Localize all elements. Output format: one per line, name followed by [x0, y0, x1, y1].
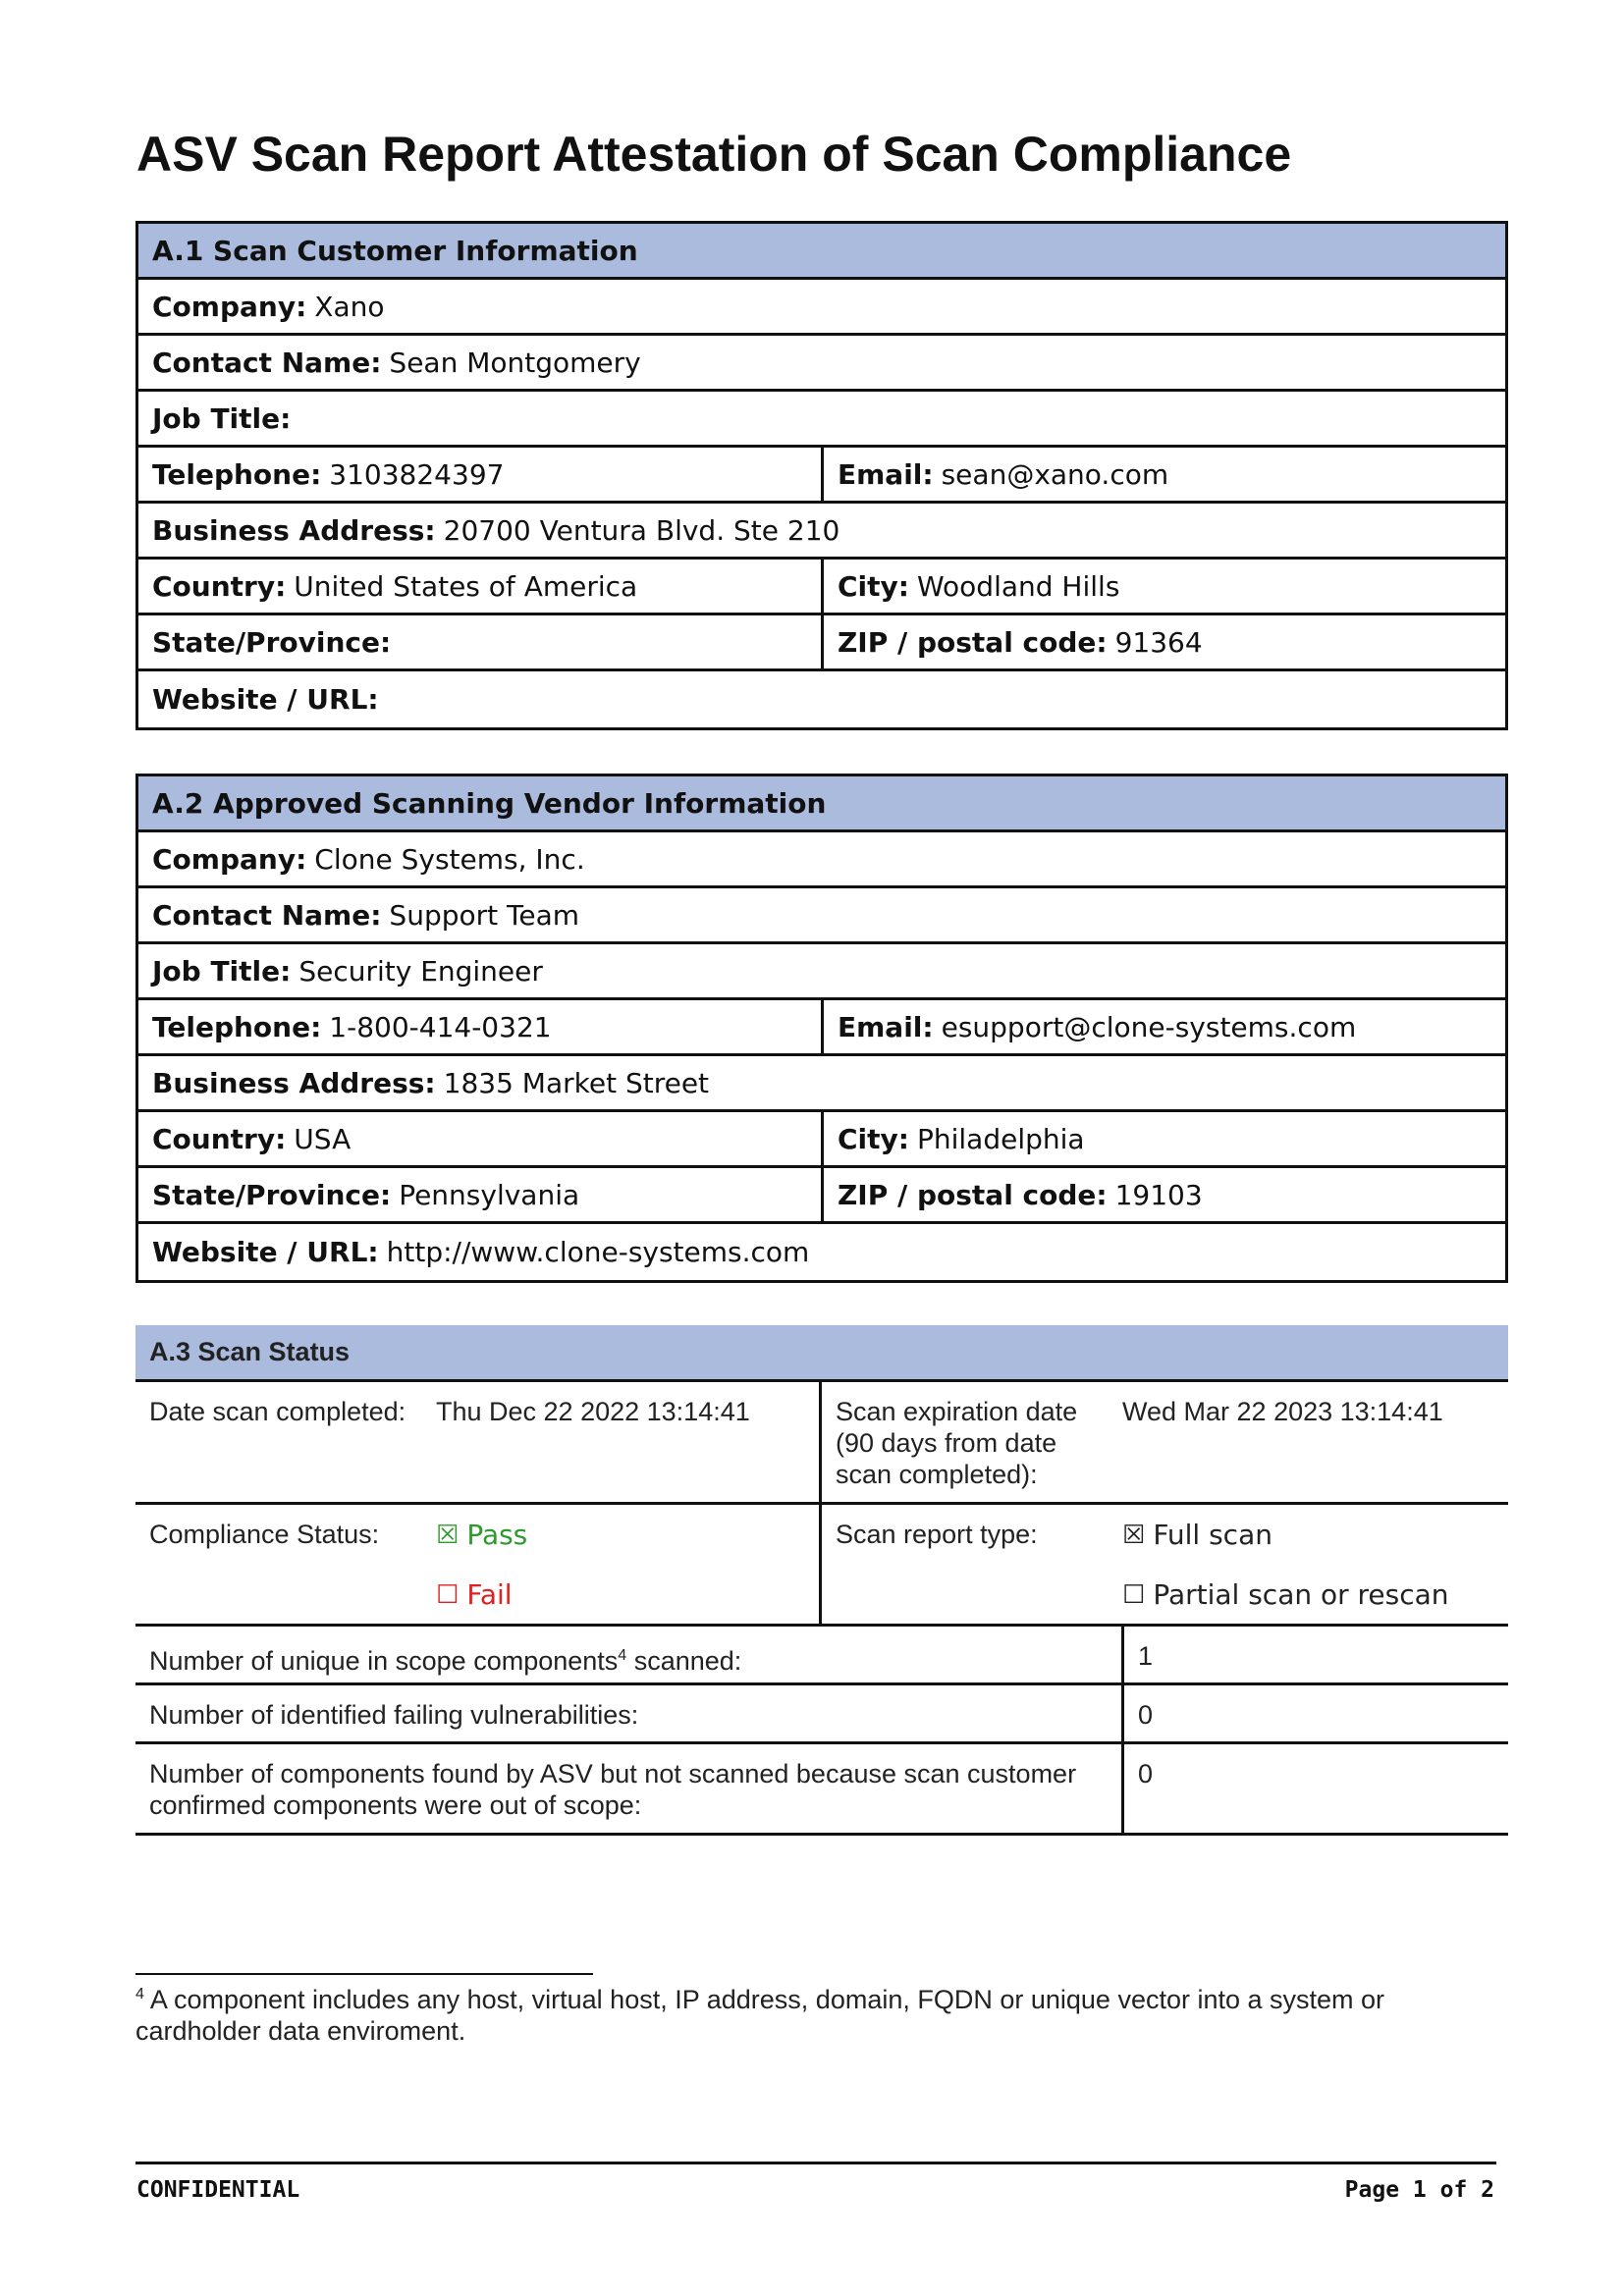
customer-address-row [138, 504, 1505, 560]
customer-zip-value: 91364 [1114, 625, 1203, 659]
footnote-ref: 4 [618, 1647, 627, 1664]
unchecked-box-icon: ☐ [1122, 1579, 1146, 1610]
fail-label: Fail [466, 1577, 513, 1611]
customer-website-row [138, 671, 1505, 727]
field-label: Job Title: [152, 401, 292, 435]
vendor-state-value: Pennsylvania [399, 1178, 580, 1211]
footnote [135, 1979, 1490, 2047]
footnote-marker: 4 [135, 1986, 144, 2002]
customer-address-value: 20700 Ventura Blvd. Ste 210 [443, 513, 840, 547]
vendor-company-value: Clone Systems, Inc. [314, 842, 585, 876]
out-of-scope-components-row [135, 1744, 1508, 1836]
field-label: Website / URL: [152, 683, 379, 716]
checked-box-icon: ☒ [436, 1520, 460, 1550]
out-of-scope-components-label: Number of components found by ASV but not scanned because scan customer confirmed components were out of scope: [135, 1744, 1124, 1833]
compliance-report-type-row [135, 1505, 1508, 1627]
vendor-job-title-row [138, 944, 1505, 1000]
customer-job-title-row [138, 392, 1505, 448]
section-title: A.2 Approved Scanning Vendor Information [152, 786, 827, 820]
field-label: Website / URL: [152, 1236, 379, 1268]
vendor-address-row [138, 1056, 1505, 1112]
field-label: Company: [152, 842, 307, 876]
report-type-label: Scan report type: [836, 1520, 1038, 1549]
vendor-city-value: Philadelphia [916, 1122, 1085, 1155]
section-header-a2 [138, 776, 1505, 832]
field-label: Country: [152, 569, 287, 603]
field-label: Contact Name: [152, 346, 382, 379]
field-label: State/Province: [152, 625, 392, 659]
customer-contact-value: Sean Montgomery [389, 346, 641, 379]
field-label: Email: [838, 1010, 934, 1043]
field-label: City: [838, 1122, 909, 1155]
field-label: Email: [838, 457, 934, 491]
unique-components-value: 1 [1138, 1641, 1154, 1671]
vendor-telephone-value: 1-800-414-0321 [329, 1010, 552, 1043]
vendor-job-title-value: Security Engineer [298, 954, 543, 988]
expiration-date-value: Wed Mar 22 2023 13:14:41 [1122, 1397, 1443, 1426]
customer-telephone-value: 3103824397 [329, 457, 505, 491]
vendor-company-row [138, 832, 1505, 888]
footnote-text: A component includes any host, virtual host, IP address, domain, FQDN or unique vector into a system or cardholder data enviroment. [135, 1985, 1385, 2046]
vendor-state-zip-row [138, 1168, 1505, 1224]
pass-label: Pass [466, 1518, 528, 1551]
vendor-zip-value: 19103 [1114, 1178, 1203, 1211]
scan-status-table [135, 1325, 1508, 1836]
scan-customer-information-table [135, 221, 1508, 730]
section-title: A.1 Scan Customer Information [152, 234, 638, 267]
vendor-email-value: esupport@clone-systems.com [941, 1010, 1357, 1043]
vendor-website-row [138, 1224, 1505, 1280]
vendor-contact-value: Support Team [389, 898, 580, 932]
section-header-a3: A.3 Scan Status [135, 1325, 1508, 1382]
footnote-divider [135, 1973, 593, 1975]
customer-country-value: United States of America [294, 569, 638, 603]
partial-scan-label: Partial scan or rescan [1153, 1577, 1449, 1611]
field-label: Contact Name: [152, 898, 382, 932]
page-title: ASV Scan Report Attestation of Scan Compliance [136, 127, 1292, 182]
date-completed-label: Date scan completed: [149, 1397, 406, 1426]
customer-country-city-row [138, 560, 1505, 615]
field-label: Country: [152, 1122, 287, 1155]
customer-company-row [138, 280, 1505, 336]
customer-company-value: Xano [314, 290, 385, 323]
date-completed-value: Thu Dec 22 2022 13:14:41 [436, 1397, 750, 1426]
failing-vulnerabilities-row [135, 1685, 1508, 1744]
field-label: ZIP / postal code: [838, 625, 1108, 659]
vendor-address-value: 1835 Market Street [443, 1066, 710, 1099]
full-scan-label: Full scan [1153, 1518, 1272, 1551]
vendor-country-value: USA [294, 1122, 352, 1155]
partial-scan-option [1122, 1565, 1508, 1625]
failing-vulnerabilities-label: Number of identified failing vulnerabilities: [135, 1685, 1124, 1741]
field-label: Telephone: [152, 457, 322, 491]
compliance-fail-option [436, 1565, 819, 1625]
vendor-country-city-row [138, 1112, 1505, 1168]
vendor-website-value[interactable]: http://www.clone-systems.com [386, 1236, 810, 1268]
customer-contact-row [138, 336, 1505, 392]
field-label: Business Address: [152, 513, 436, 547]
customer-city-value: Woodland Hills [916, 569, 1120, 603]
field-label: ZIP / postal code: [838, 1178, 1108, 1211]
failing-vulnerabilities-value: 0 [1138, 1700, 1154, 1730]
field-label: State/Province: [152, 1178, 392, 1211]
approved-scanning-vendor-table [135, 774, 1508, 1283]
expiration-date-label: Scan expiration date (90 days from date scan completed): [836, 1397, 1078, 1489]
scan-dates-row [135, 1382, 1508, 1505]
compliance-pass-option [436, 1505, 819, 1565]
vendor-phone-email-row [138, 1000, 1505, 1056]
vendor-contact-row [138, 888, 1505, 944]
field-label: City: [838, 569, 909, 603]
unchecked-box-icon: ☐ [436, 1579, 460, 1610]
customer-phone-email-row [138, 448, 1505, 504]
page-number: Page 1 of 2 [1344, 2177, 1494, 2203]
checked-box-icon: ☒ [1122, 1520, 1146, 1550]
customer-email-value: sean@xano.com [941, 457, 1169, 491]
footer-divider [135, 2162, 1496, 2164]
section-header-a1 [138, 224, 1505, 280]
unique-components-row [135, 1627, 1508, 1685]
field-label: Company: [152, 290, 307, 323]
confidential-label: CONFIDENTIAL [136, 2177, 300, 2203]
customer-state-zip-row [138, 615, 1505, 671]
full-scan-option [1122, 1505, 1508, 1565]
out-of-scope-components-value: 0 [1138, 1759, 1154, 1789]
field-label: Job Title: [152, 954, 292, 988]
compliance-status-label: Compliance Status: [149, 1520, 380, 1549]
unique-components-label: Number of unique in scope components$^4$ scanned: [135, 1627, 1124, 1682]
field-label: Business Address: [152, 1066, 436, 1099]
field-label: Telephone: [152, 1010, 322, 1043]
